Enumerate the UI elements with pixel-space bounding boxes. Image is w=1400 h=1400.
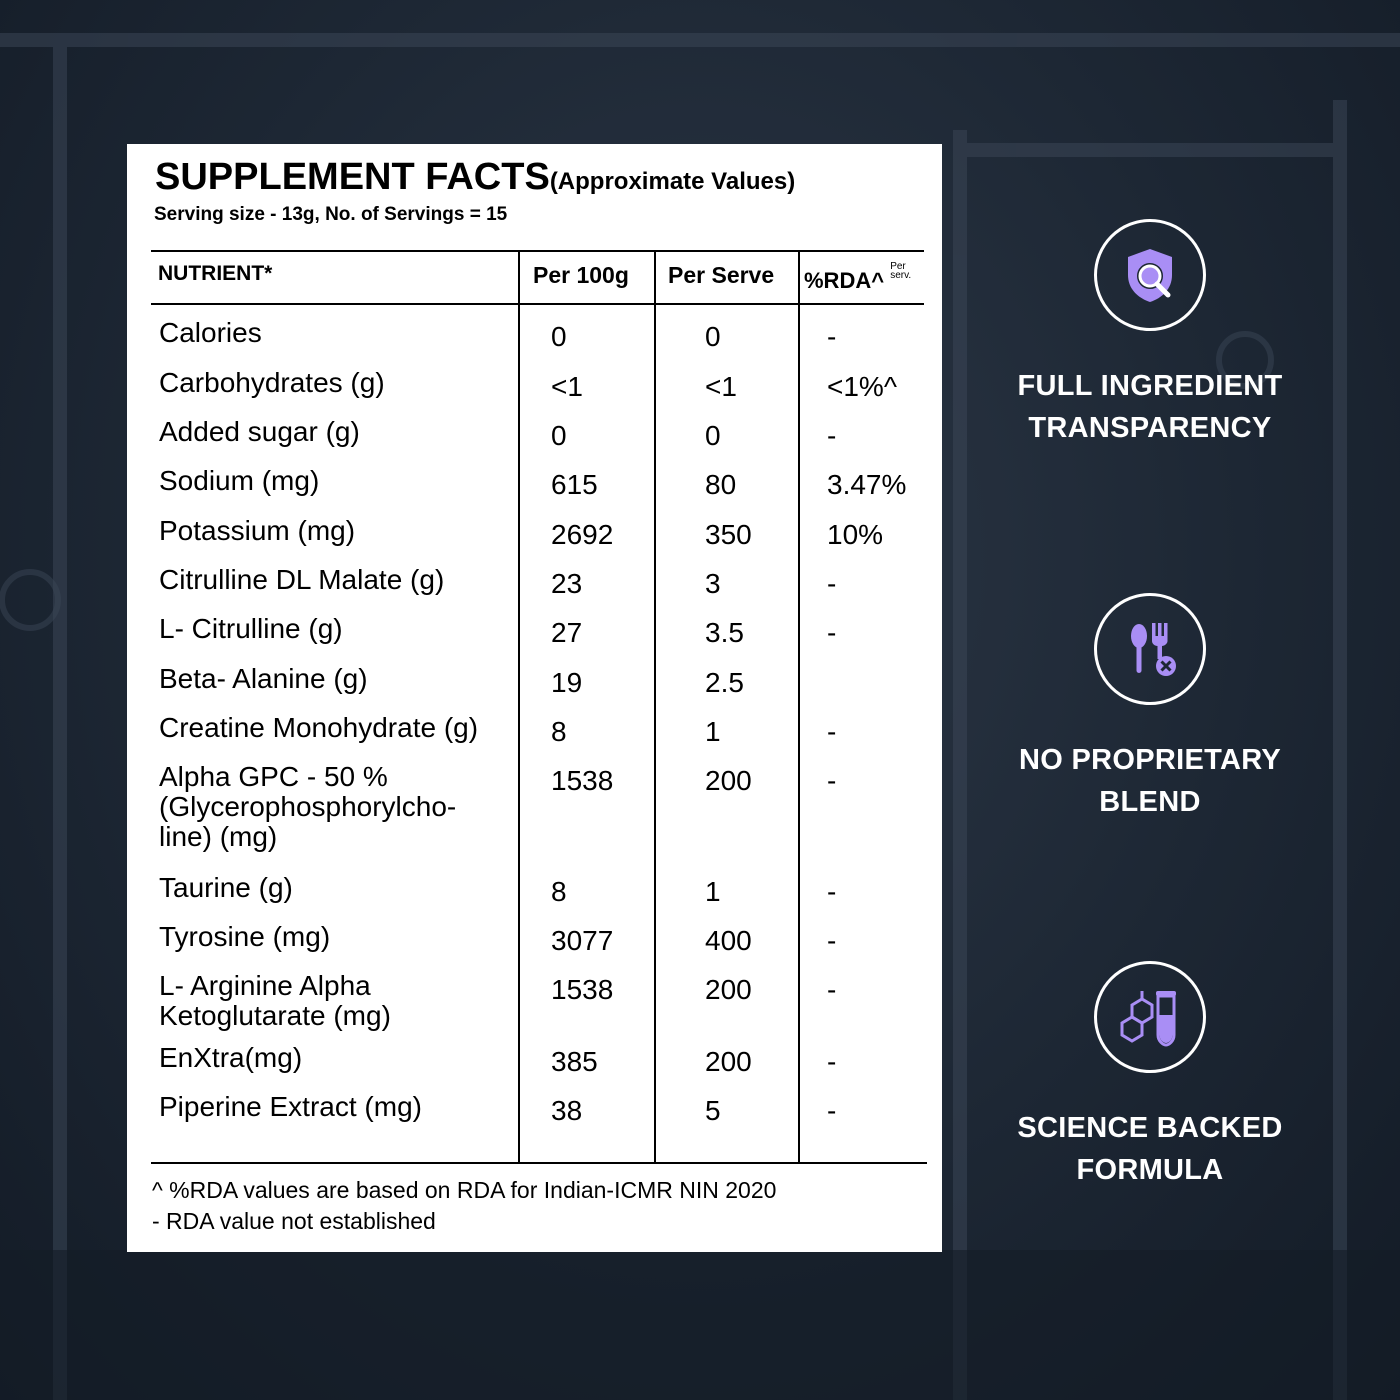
feature-label: TRANSPARENCY <box>1028 412 1272 444</box>
table-top-rule <box>151 250 924 252</box>
value-per-100g: 615 <box>551 469 598 500</box>
value-rda: 3.47% <box>827 469 907 500</box>
footnote-rda-basis: ^ %RDA values are based on RDA for Indian-ICMR NIN 2020 <box>152 1177 777 1203</box>
nutrient-name: Beta- Alanine (g) <box>159 663 368 694</box>
header-rda-label: %RDA^ <box>804 268 885 293</box>
value-per-100g: 385 <box>551 1046 598 1077</box>
value-per-100g: 8 <box>551 716 567 747</box>
column-divider <box>798 250 800 1162</box>
nutrient-name: L- Citrulline (g) <box>159 613 343 644</box>
nutrient-name: Alpha GPC - 50 % (Glycerophosphorylcho- line) (mg) <box>159 761 457 852</box>
value-per-serve: 200 <box>705 974 752 1005</box>
feature-no-proprietary <box>1000 593 1300 823</box>
value-rda: 10% <box>827 519 884 550</box>
nutrient-name: Carbohydrates (g) <box>159 367 385 398</box>
value-rda: - <box>827 420 837 451</box>
feature-label: FORMULA <box>1076 1154 1224 1186</box>
value-per-serve: 1 <box>705 876 721 907</box>
header-rda-note: Per serv. <box>890 261 912 281</box>
molecule-test-tube-icon <box>1118 985 1182 1049</box>
facts-title-main: SUPPLEMENT FACTS <box>155 156 550 198</box>
value-per-100g: 0 <box>551 321 567 352</box>
value-rda: - <box>827 1095 837 1126</box>
value-per-100g: 3077 <box>551 925 614 956</box>
value-per-serve: 3 <box>705 568 721 599</box>
header-per-100g: Per 100g <box>533 262 629 288</box>
table-header-rule <box>151 303 924 305</box>
supplement-facts-panel <box>127 144 942 1252</box>
value-per-100g: 1538 <box>551 974 614 1005</box>
value-per-100g: 0 <box>551 420 567 451</box>
footnote-rda-not-established: - RDA value not established <box>152 1208 436 1234</box>
nutrient-name: Creatine Monohydrate (g) <box>159 712 479 743</box>
value-rda: - <box>827 925 837 956</box>
feature-transparency <box>1000 219 1300 449</box>
value-per-serve: 80 <box>705 469 737 500</box>
value-per-serve: 350 <box>705 519 752 550</box>
badge-circle <box>1094 219 1206 331</box>
feature-science-backed <box>1000 961 1300 1191</box>
feature-label: NO PROPRIETARY <box>1019 744 1281 776</box>
shield-search-icon <box>1120 245 1180 305</box>
value-rda: - <box>827 617 837 648</box>
feature-label: BLEND <box>1099 786 1201 818</box>
nutrient-name: L- Arginine Alpha Ketoglutarate (mg) <box>159 970 391 1031</box>
nutrient-name: Piperine Extract (mg) <box>159 1091 422 1122</box>
value-per-100g: 8 <box>551 876 567 907</box>
nutrient-name: Sodium (mg) <box>159 465 320 496</box>
header-nutrient: NUTRIENT* <box>158 262 273 285</box>
nutrient-name: Tyrosine (mg) <box>159 921 331 952</box>
value-rda: - <box>827 765 837 796</box>
nutrient-name: Added sugar (g) <box>159 416 360 447</box>
value-rda: <1%^ <box>827 371 897 402</box>
serving-info: Serving size - 13g, No. of Servings = 15 <box>154 204 508 225</box>
value-per-serve: 5 <box>705 1095 721 1126</box>
feature-label: FULL INGREDIENT <box>1017 370 1283 402</box>
value-rda: - <box>827 716 837 747</box>
feature-label: SCIENCE BACKED <box>1017 1112 1283 1144</box>
facts-title <box>155 156 795 199</box>
value-per-serve: 1 <box>705 716 721 747</box>
column-divider <box>654 250 656 1162</box>
value-per-serve: 0 <box>705 321 721 352</box>
value-per-serve: <1 <box>705 371 737 402</box>
nutrient-name: Taurine (g) <box>159 872 293 903</box>
spoon-fork-cross-icon <box>1120 619 1180 679</box>
value-per-serve: 2.5 <box>705 667 744 698</box>
value-per-100g: 2692 <box>551 519 614 550</box>
value-rda: - <box>827 974 837 1005</box>
value-per-serve: 200 <box>705 765 752 796</box>
value-per-100g: 38 <box>551 1095 583 1126</box>
value-per-serve: 400 <box>705 925 752 956</box>
value-per-serve: 200 <box>705 1046 752 1077</box>
badge-circle <box>1094 593 1206 705</box>
facts-title-approx: (Approximate Values) <box>549 168 796 195</box>
nutrient-name: Calories <box>159 317 262 348</box>
value-per-100g: 19 <box>551 667 583 698</box>
nutrient-name: EnXtra(mg) <box>159 1042 303 1073</box>
value-rda: - <box>827 568 837 599</box>
value-per-100g: 1538 <box>551 765 614 796</box>
badge-circle <box>1094 961 1206 1073</box>
nutrient-name: Citrulline DL Malate (g) <box>159 564 445 595</box>
nutrient-name: Potassium (mg) <box>159 515 356 546</box>
header-rda <box>804 262 911 294</box>
value-per-100g: 27 <box>551 617 583 648</box>
table-bottom-rule <box>151 1162 927 1164</box>
value-per-100g: <1 <box>551 371 583 402</box>
value-per-serve: 0 <box>705 420 721 451</box>
value-rda: - <box>827 1046 837 1077</box>
value-rda: - <box>827 321 837 352</box>
value-rda: - <box>827 876 837 907</box>
header-per-serve: Per Serve <box>668 262 775 288</box>
nutrient-table <box>151 250 923 1164</box>
value-per-100g: 23 <box>551 568 583 599</box>
value-per-serve: 3.5 <box>705 617 744 648</box>
